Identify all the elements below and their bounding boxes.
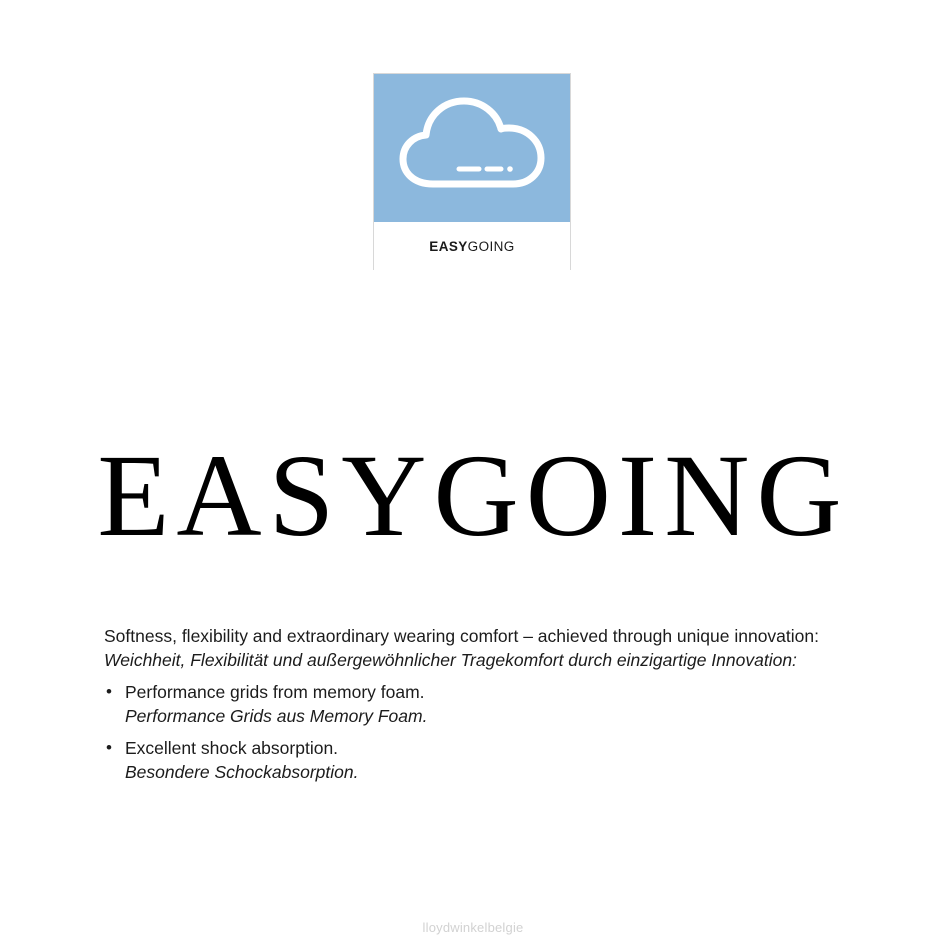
feature-text-en: Performance grids from memory foam. — [125, 682, 425, 702]
product-feature-badge — [373, 73, 571, 270]
feature-text-en: Excellent shock absorption. — [125, 738, 339, 758]
page-title: EASYGOING — [97, 430, 849, 562]
list-item — [104, 680, 844, 728]
cloud-icon — [397, 96, 547, 201]
feature-text-de: Performance Grids aus Memory Foam. — [125, 706, 428, 726]
watermark: lloydwinkelbelgie — [422, 920, 524, 935]
badge-label-light: GOING — [467, 238, 515, 254]
badge-label-bold: EASY — [429, 238, 468, 254]
badge-label-panel — [374, 222, 570, 270]
badge-label — [429, 239, 514, 254]
feature-list — [104, 680, 844, 784]
intro-paragraph — [104, 624, 844, 672]
feature-text-de: Besondere Schockabsorption. — [125, 762, 359, 782]
list-item — [104, 736, 844, 784]
intro-text-de: Weichheit, Flexibilität und außergewöhnlicher Tragekomfort durch einzigartige Innovation: — [104, 650, 797, 670]
badge-icon-panel — [374, 74, 570, 222]
description-block — [104, 624, 844, 784]
intro-text-en: Softness, flexibility and extraordinary wearing comfort – achieved through unique innovation: — [104, 626, 819, 646]
